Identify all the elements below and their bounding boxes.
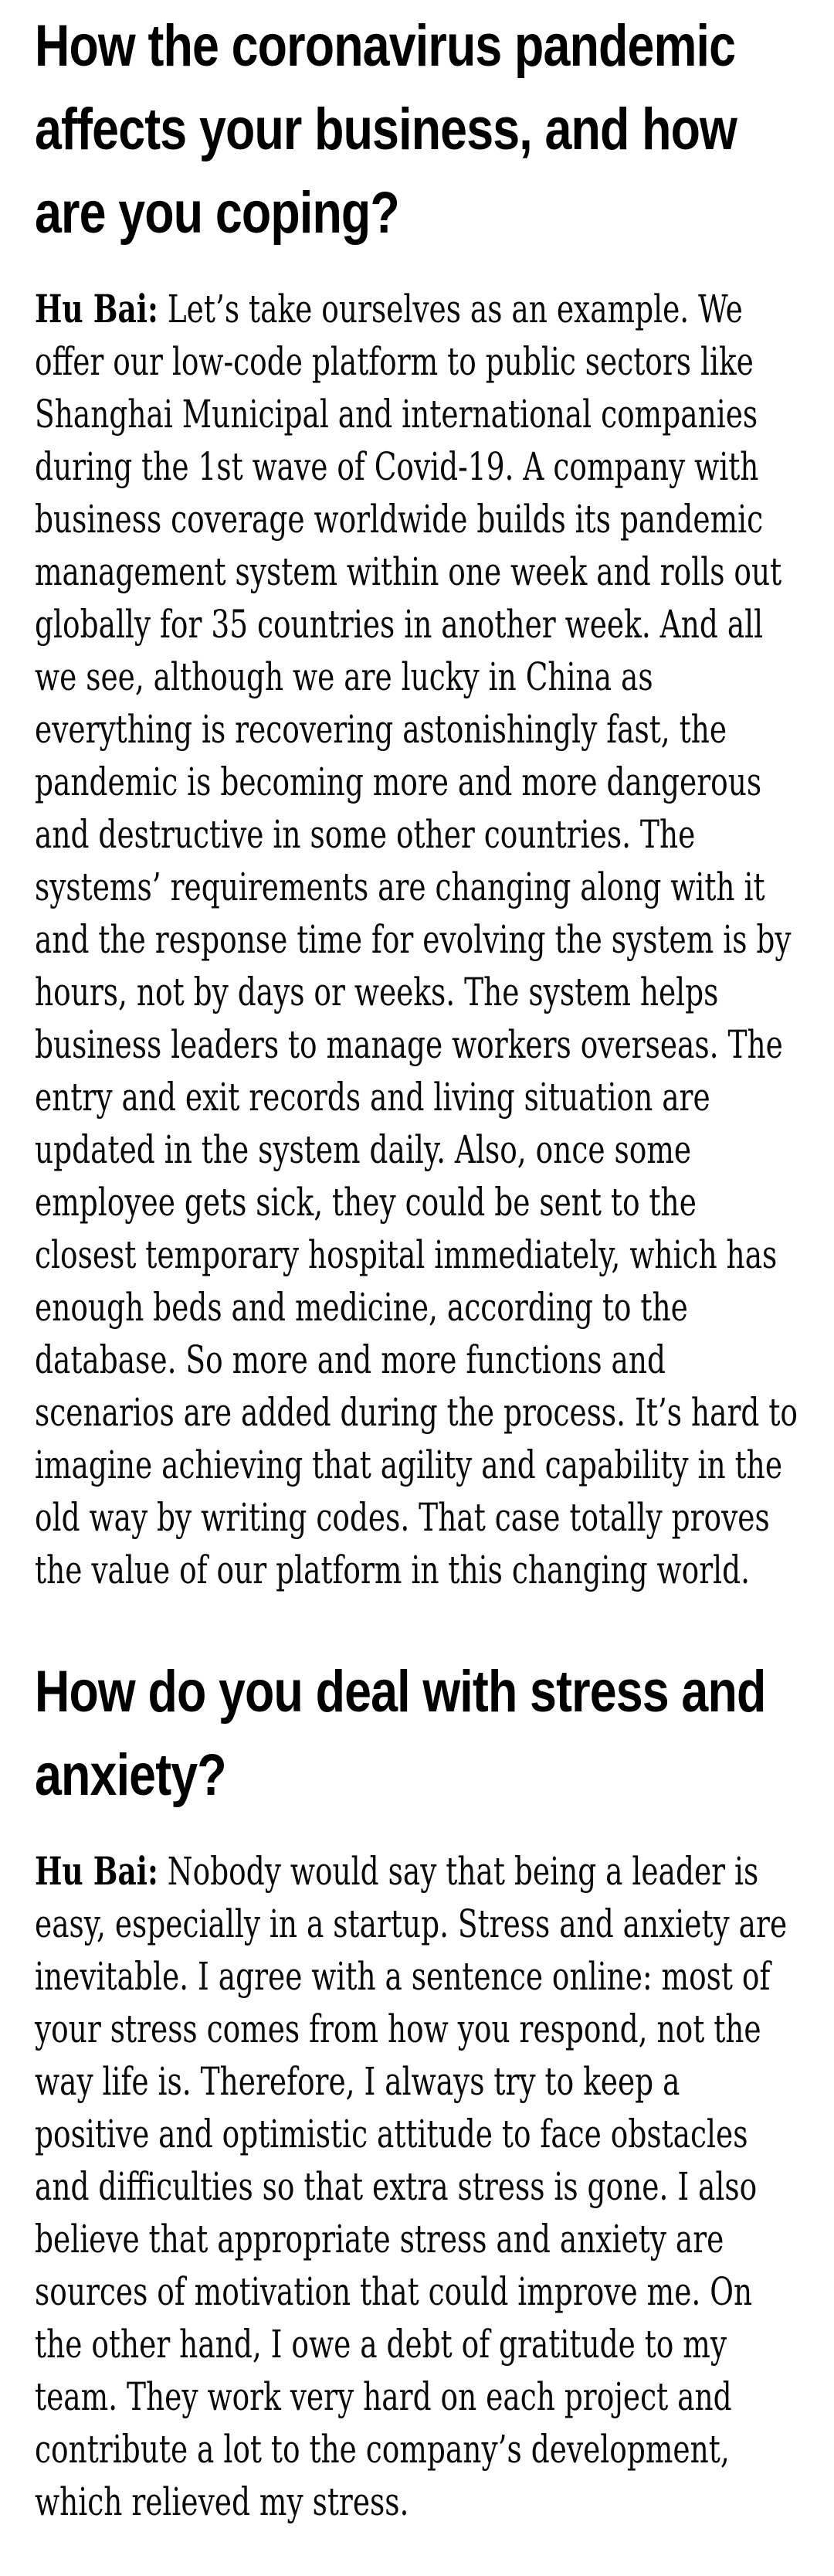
answer-paragraph-1 bbox=[35, 283, 799, 1596]
question-heading-2: How do you deal with stress and anxiety? bbox=[35, 1659, 766, 1808]
answer-text: Let’s take ourselves as an example. We offer our low-code platform to public sectors like Shanghai Municipal and international companies during the 1st wave of Covid-19. A company with business coverage worldwide builds its pandemic management system within one week and rolls out globally for 35 countries in another week. And all we see, although we are lucky in China as everything is recovering astonishingly fast, the pandemic is becoming more and more dangerous and destructive in some other countries. The systems’ requirements are changing along with it and the response time for evolving the system is by hours, not by days or weeks. The system helps business leaders to manage workers overseas. The entry and exit records and living situation are updated in the system daily. Also, once some employee gets sick, they could be sent to the closest temporary hospital immediately, which has enough beds and medicine, according to the database. So more and more functions and scenarios are added during the process. It’s hard to imagine achieving that agility and capability in the old way by writing codes. That case totally proves the value of our platform in this changing world. bbox=[35, 287, 798, 1592]
speaker-name: Hu Bai: bbox=[35, 1848, 158, 1894]
qa-section-2 bbox=[35, 1650, 834, 2528]
question-heading-1: How the coronavirus pandemic affects your business, and how are you coping? bbox=[35, 13, 737, 246]
answer-paragraph-2 bbox=[35, 1845, 799, 2528]
qa-section-1 bbox=[35, 5, 834, 1596]
speaker-name: Hu Bai: bbox=[35, 286, 158, 331]
answer-text: Nobody would say that being a leader is easy, especially in a startup. Stress and anxiety are inevitable. I agree with a sentence online: most of your stress comes from how you respond, not the way life is. Therefore, I always try to keep a positive and optimistic attitude to face obstacles and difficulties so that extra stress is gone. I also believe that appropriate stress and anxiety are sources of motivation that could improve me. On the other hand, I owe a debt of gratitude to my team. They work very hard on each project and contribute a lot to the company’s development, which relieved my stress. bbox=[35, 1849, 788, 2524]
